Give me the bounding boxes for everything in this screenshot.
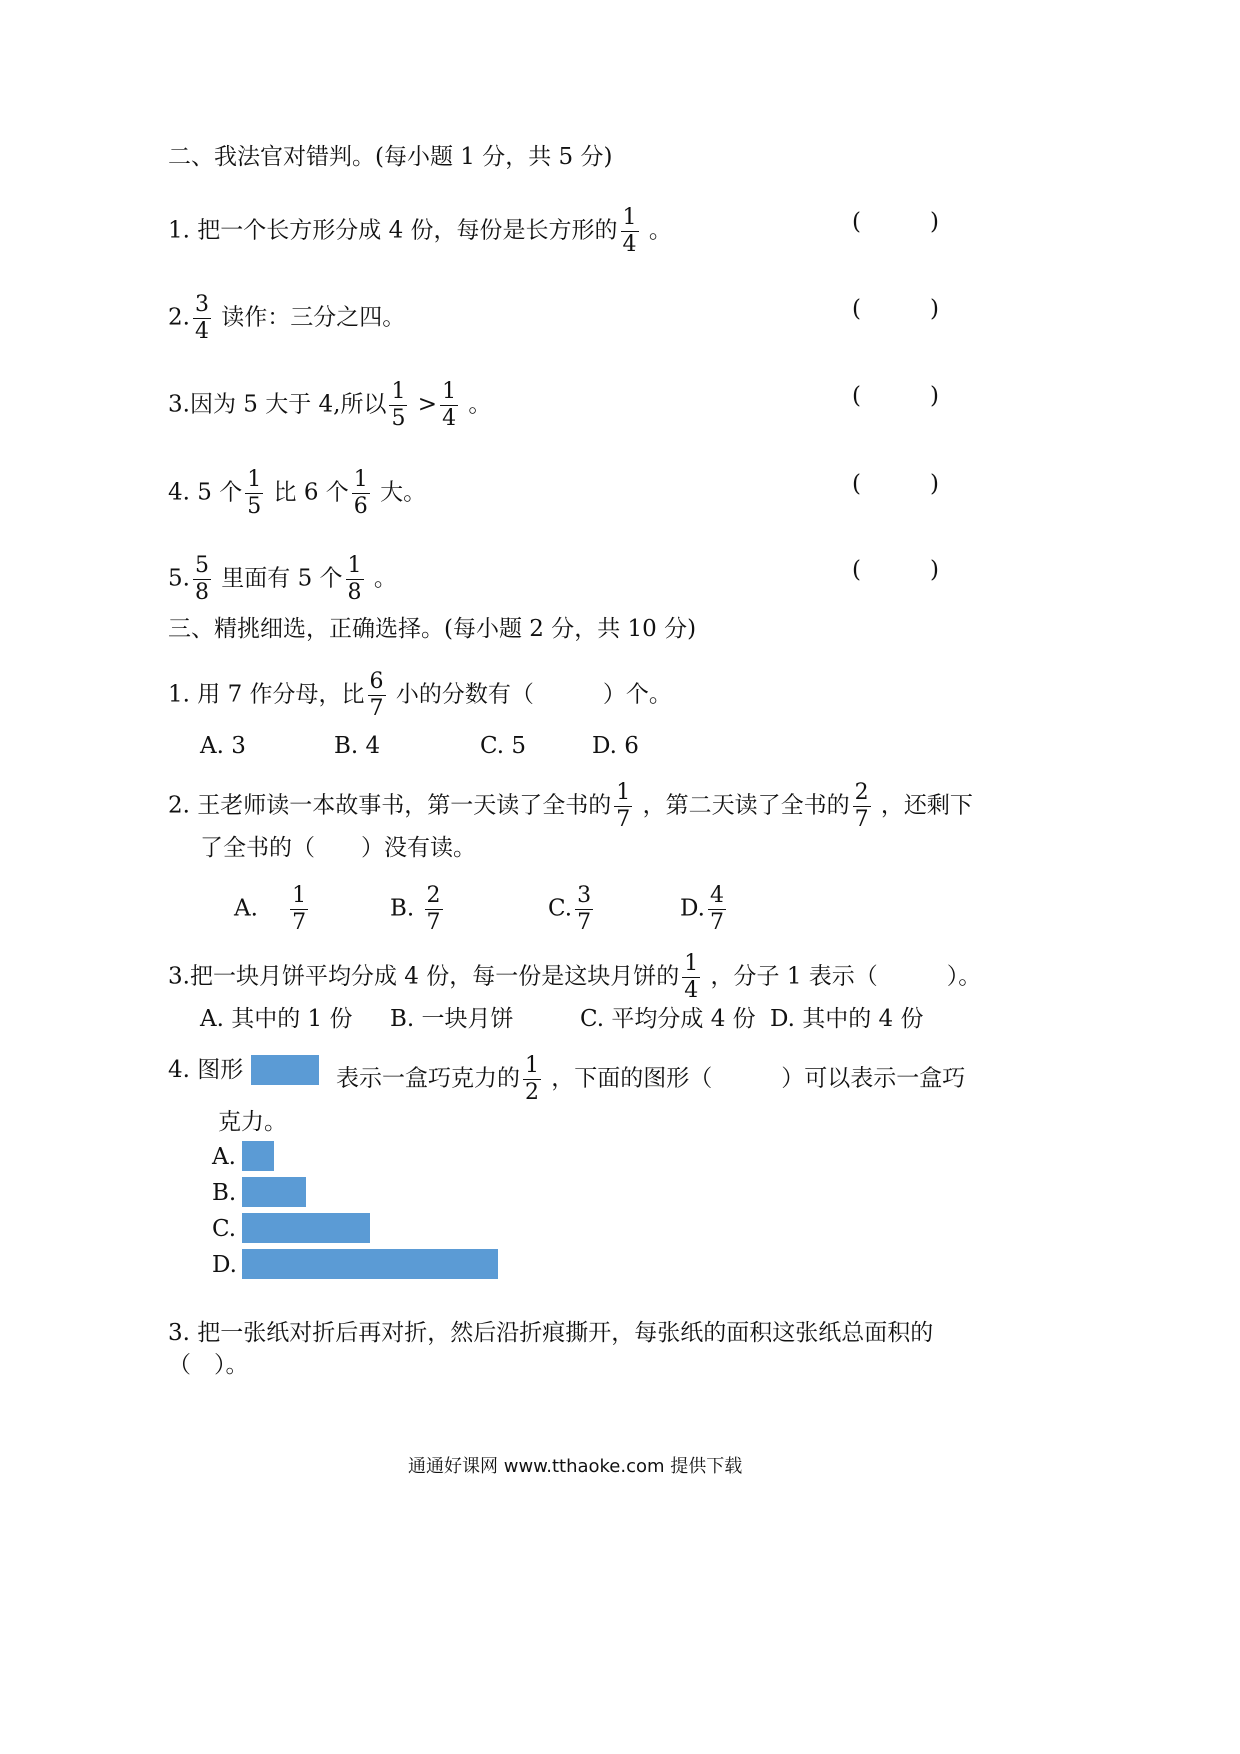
fraction: $\frac{5}{8}$ [194,553,209,605]
judge-question-2: 2. $\frac{3}{4}$ 读作：三分之四。 [168,292,406,344]
judge-question-5: 5. $\frac{5}{8}$ 里面有 5 个 $\frac{1}{8}$ 。 [168,553,397,605]
half-box-shape [251,1055,319,1085]
fraction: $\frac{1}{7}$ [616,780,631,832]
answer-paren-close: ) [930,296,939,322]
choice-question-4: 表示一盒巧克力的 $\frac{1}{2}$ ，下面的图形（ ）可以表示一盒巧 [336,1053,966,1105]
choice-question-3: 3.把一块月饼平均分成 4 份，每一份是这块月饼的 $\frac{1}{4}$ ，分子 1 表示（ ）。 [168,951,982,1003]
fraction: $\frac{1}{8}$ [347,553,362,605]
option-a[interactable]: A. $\frac{1}{7}$ [234,883,307,935]
option-a[interactable]: A. 3 [200,733,246,759]
answer-paren-close: ) [930,471,939,497]
option-b[interactable]: B. 一块月饼 [390,1006,514,1032]
fraction: $\frac{1}{7}$ [292,883,307,935]
section2-title: 二、我法官对错判。(每小题 1 分，共 5 分) [168,144,613,170]
option-b[interactable]: B. 4 [334,733,381,759]
option-a[interactable]: A. 其中的 1 份 [200,1006,353,1032]
fraction: $\frac{1}{4}$ [622,205,637,257]
section3-title: 三、精挑细选，正确选择。(每小题 2 分，共 10 分) [168,616,697,642]
answer-paren-close: ) [930,557,939,583]
fraction: $\frac{1}{4}$ [684,951,699,1003]
choice-question-2-line2: 了全书的（ ）没有读。 [200,835,476,861]
choice-question-1: 1. 用 7 作分母，比 $\frac{6}{7}$ 小的分数有（ ）个。 [168,669,672,721]
option-c[interactable]: C. [212,1216,237,1242]
answer-paren-open[interactable]: ( [852,296,861,322]
option-d-bar[interactable] [242,1249,498,1279]
option-c-bar[interactable] [242,1213,370,1243]
option-d[interactable]: D. 其中的 4 份 [770,1006,924,1032]
fraction: $\frac{2}{7}$ [854,780,869,832]
answer-paren-close: ) [930,383,939,409]
option-b[interactable]: B. [212,1180,237,1206]
option-d[interactable]: D. 6 [592,733,639,759]
option-c[interactable]: C. $\frac{3}{7}$ [548,883,592,935]
fraction: $\frac{3}{4}$ [194,292,209,344]
choice-question-2: 2. 王老师读一本故事书，第一天读了全书的 $\frac{1}{7}$ ，第二天读了全书的 $\frac{2}{7}$ ，还剩下 [168,780,973,832]
judge-question-1: 1. 把一个长方形分成 4 份，每份是长方形的 $\frac{1}{4}$ 。 [168,205,672,257]
fraction: $\frac{4}{7}$ [709,883,724,935]
fraction: $\frac{1}{6}$ [353,467,368,519]
option-d[interactable]: D. [212,1252,237,1278]
fraction: $\frac{6}{7}$ [369,669,384,721]
choice-question-5-line2: （ ）。 [168,1352,249,1378]
answer-paren-open[interactable]: ( [852,209,861,235]
fraction: $\frac{1}{4}$ [442,379,457,431]
option-d[interactable]: D. $\frac{4}{7}$ [680,883,724,935]
choice-question-4-line2: 克力。 [218,1109,287,1135]
fraction: $\frac{1}{5}$ [391,379,406,431]
footer-credit: 通通好课网 www.tthaoke.com 提供下载 [408,1456,743,1477]
choice-question-4-prefix: 4. 图形 [168,1057,244,1083]
option-c[interactable]: C. 平均分成 4 份 [580,1006,756,1032]
fraction: $\frac{1}{5}$ [247,467,262,519]
choice-question-5: 3. 把一张纸对折后再对折，然后沿折痕撕开，每张纸的面积这张纸总面积的 [168,1320,934,1346]
answer-paren-open[interactable]: ( [852,471,861,497]
answer-paren-close: ) [930,209,939,235]
judge-question-4: 4. 5 个 $\frac{1}{5}$ 比 6 个 $\frac{1}{6}$ 大。 [168,467,427,519]
answer-paren-open[interactable]: ( [852,557,861,583]
fraction: $\frac{1}{2}$ [525,1053,539,1105]
answer-paren-open[interactable]: ( [852,383,861,409]
option-b[interactable]: B. $\frac{2}{7}$ [390,883,441,935]
option-b-bar[interactable] [242,1177,306,1207]
option-a[interactable]: A. [212,1144,236,1170]
option-a-bar[interactable] [242,1141,274,1171]
fraction: $\frac{3}{7}$ [577,883,592,935]
option-c[interactable]: C. 5 [480,733,527,759]
fraction: $\frac{2}{7}$ [426,883,441,935]
judge-question-3: 3.因为 5 大于 4,所以 $\frac{1}{5}$ > $\frac{1}{4}$ 。 [168,379,492,431]
